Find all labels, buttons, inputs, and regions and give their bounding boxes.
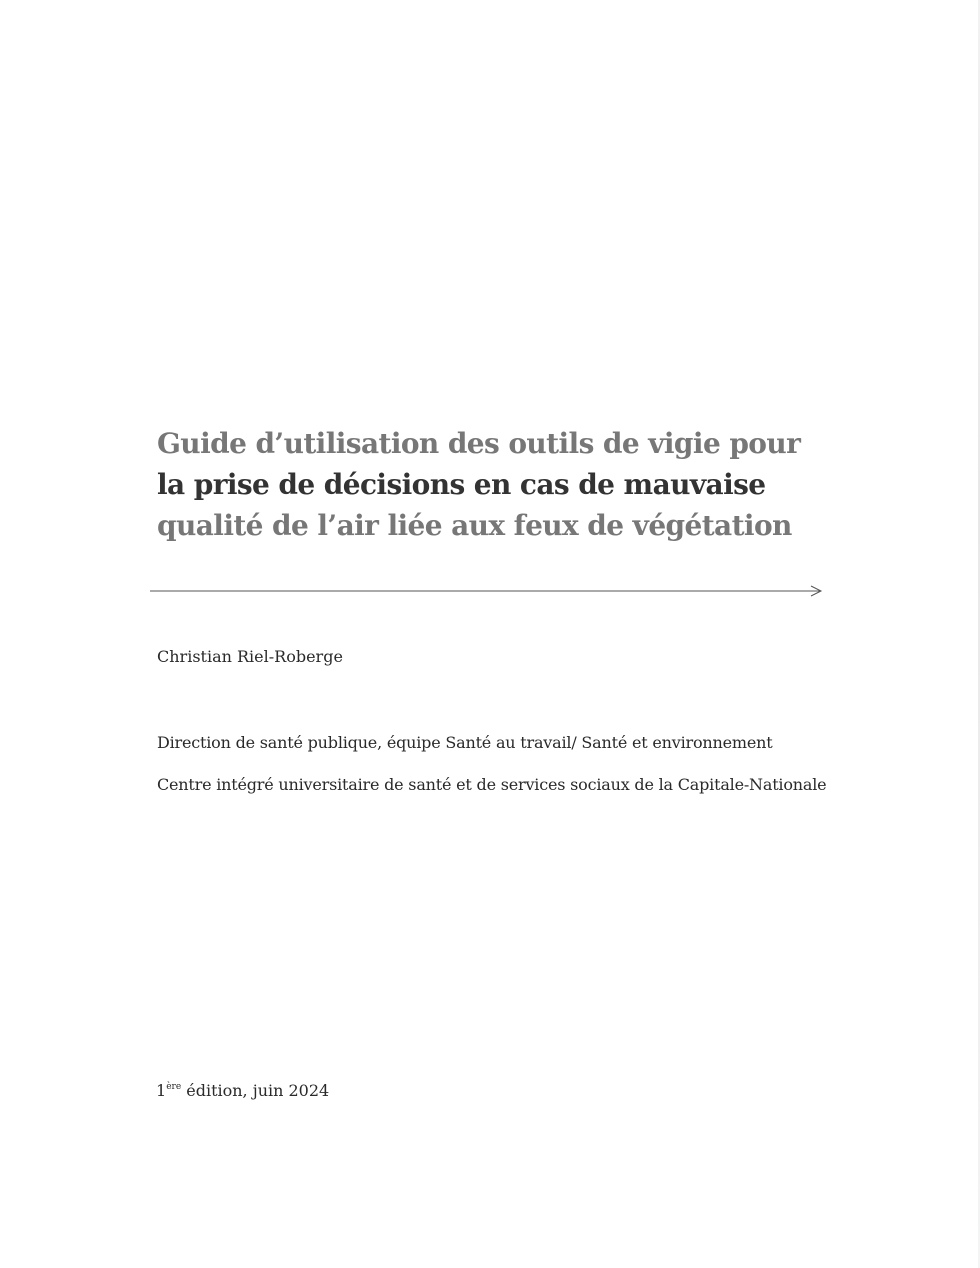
edition-info [156,1081,329,1100]
title-line-1: Guide d’utilisation des outils de vigie pour [157,427,801,460]
document-title [157,423,837,546]
arrow-divider [150,583,825,599]
affiliation-line-1: Direction de santé publique, équipe Santé au travail/ Santé et environnement [157,733,773,752]
affiliation-line-2: Centre intégré universitaire de santé et de services sociaux de la Capitale-Nationale [157,775,827,794]
edition-date: édition, juin 2024 [181,1081,330,1100]
author-name: Christian Riel-Roberge [157,647,343,666]
edition-number: 1 [156,1081,167,1100]
title-line-2: la prise de décisions en cas de mauvaise [157,468,766,501]
title-line-3: qualité de l’air liée aux feux de végétation [157,509,792,542]
edition-ordinal: ère [166,1082,182,1092]
